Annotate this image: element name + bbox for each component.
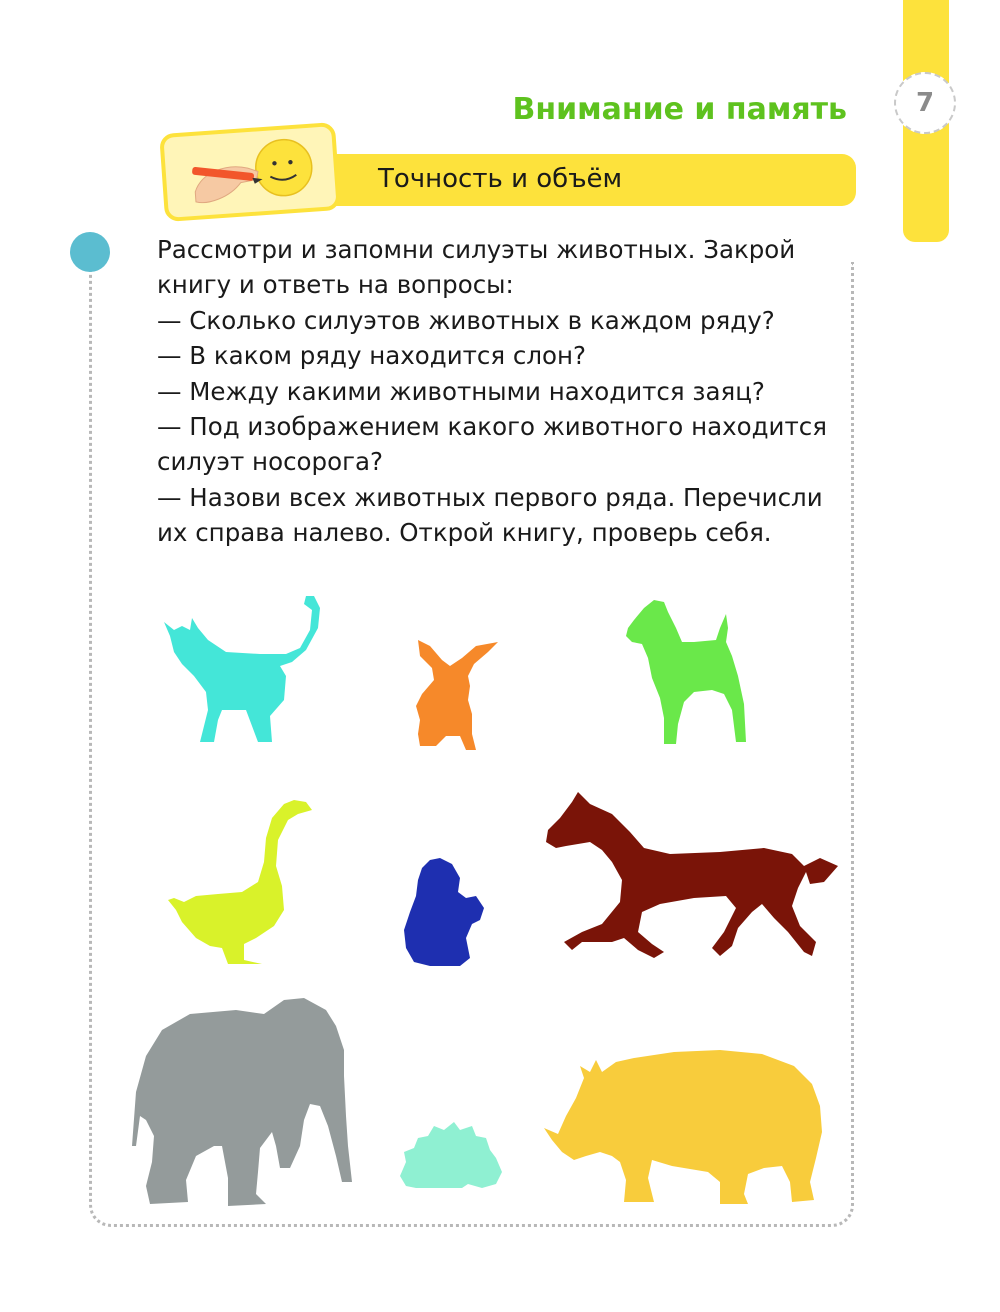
task-line: — Сколько силуэтов животных в каждом ряду? — [157, 305, 775, 335]
page-number: 7 — [894, 72, 956, 134]
task-line: их справа налево. Открой книгу, проверь себя. — [157, 518, 772, 548]
task-line: — Под изображением какого животного находится — [157, 412, 827, 442]
task-line: силуэт носорога? — [157, 447, 383, 477]
rhino-silhouette-icon — [544, 1048, 824, 1208]
hedgehog-silhouette-icon — [396, 1116, 502, 1190]
task-text — [157, 232, 847, 551]
horse-silhouette-icon — [542, 792, 838, 964]
task-line: Рассмотри и запомни силуэты животных. Закрой — [157, 235, 796, 264]
task-line: — В каком ряду находится слон? — [157, 341, 587, 371]
activity-badge — [159, 122, 341, 222]
subtitle: Точность и объём — [378, 164, 623, 194]
elephant-silhouette-icon — [132, 996, 352, 1210]
goose-silhouette-icon — [166, 800, 312, 966]
task-line: книгу и ответь на вопросы: — [157, 270, 514, 300]
rabbit-silhouette-icon — [410, 636, 502, 754]
section-title: Внимание и память — [512, 92, 847, 127]
drawing-hand-icon — [163, 126, 336, 218]
squirrel-silhouette-icon — [400, 858, 486, 968]
task-line: — Между какими животными находится заяц? — [157, 376, 765, 406]
cat-silhouette-icon — [160, 592, 330, 747]
bullet-dot — [70, 232, 110, 272]
dog-silhouette-icon — [624, 598, 750, 748]
task-line: — Назови всех животных первого ряда. Перечисли — [157, 482, 823, 512]
